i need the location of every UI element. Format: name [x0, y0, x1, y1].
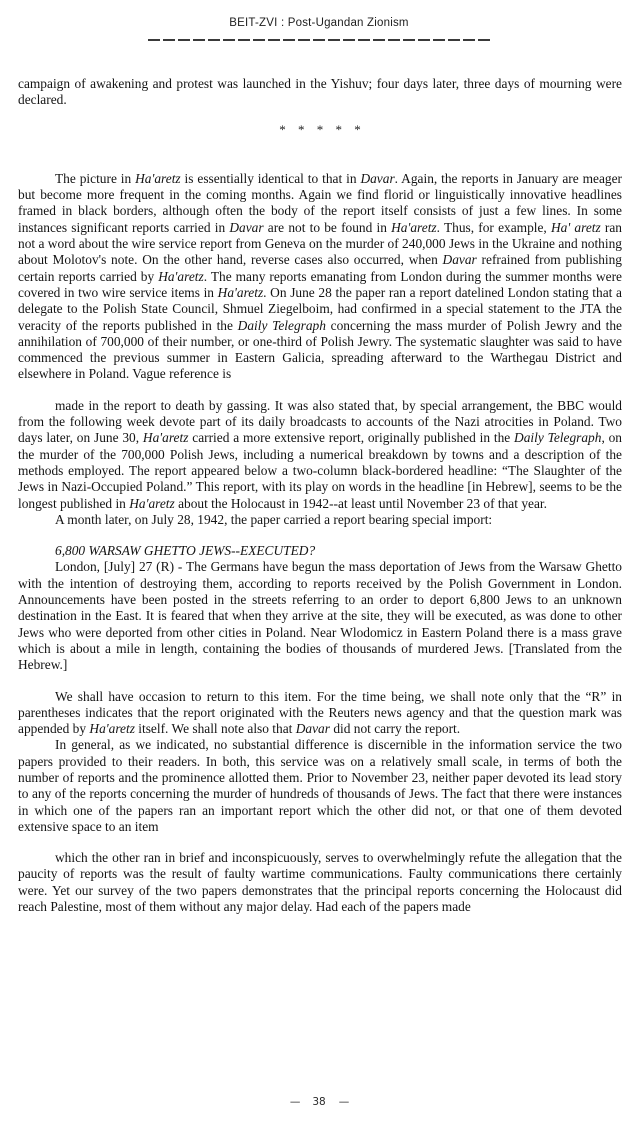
page-header-title: BEIT-ZVI : Post-Ugandan Zionism	[229, 17, 409, 29]
italic-text-run: Ha'aretz	[142, 430, 189, 446]
footer-left-dash: —	[289, 1096, 300, 1108]
footer-right-dash: —	[338, 1096, 349, 1108]
italic-text-run: Ha'aretz	[129, 495, 175, 511]
text-run: A month later, on July 28, 1942, the paper carried a report bearing special import:	[55, 511, 493, 527]
header-rule-divider	[148, 39, 493, 41]
text-run: made in the report to death by gassing. It was also stated that, by special arrangement, the BBC would from the following week devote part of its daily broadcasts to accounts of the Nazi atrocities in Poland. Two days later, on June 30,	[18, 397, 622, 446]
text-run: about the Holocaust in 1942--at least until November 23 of that year.	[174, 495, 547, 511]
italic-text-run: Davar	[295, 721, 330, 737]
paragraph	[18, 559, 622, 673]
italic-text-run: Ha' aretz	[550, 219, 601, 235]
text-run: campaign of awakening and protest was launched in the Yishuv; four days later, three days of mourning were declared.	[18, 76, 622, 108]
text-run: London, [July] 27 (R) - The Germans have begun the mass deportation of Jews from the Warsaw Ghetto with the intention of destroying them, according to reports received by the Polish Government in London. Announcements have been posted in the streets referring to an order to deport 6,800 Jews to an unknown destination in the East. It is feared that when they arrive at the site, they will be executed, as was done to other Jews who were deported from other cities in Poland. Near Wlodomicz in Eastern Poland there is a mass grave which is about a mile in length, containing the bodies of thousands of murdered Jews. [Translated from the Hebrew.]	[18, 559, 622, 673]
text-run: In general, as we indicated, no substantial difference is discernible in the information service the two papers provided to their readers. In both, this service was on a relatively small scale, in terms of both the number of reports and the prominence allotted them. Prior to November 23, neither paper devoted its lead story to any of the reports concerning the murder of hundreds of thousands of Jews. The fact that there were instances in which one of the papers ran an important report which the other did not, or that one of them devoted extensive space to an item	[18, 737, 622, 834]
text-run: carried a more extensive report, originally published in the	[188, 430, 515, 446]
text-run: ran not a word about the wire service report from Geneva on the murder of 240,000 Jews in the Ukraine and nothing about Molotov's note. On the other hand, reverse cases also occurred, when	[18, 219, 622, 268]
text-run: is essentially identical to that in	[180, 170, 361, 186]
italic-text-run: Ha'aretz	[89, 721, 135, 737]
italic-text-run: Davar	[229, 219, 264, 235]
paragraph	[18, 850, 622, 915]
text-run: , on the murder of the 700,000 Polish Jews, including a numerical breakdown by towns and a description of the methods employed. The report appeared below a two-column black-bordered headline: “The Slaughter of the Jews in Nazi-Occupied Poland.” This report, with its play on words in the headline [in Hebrew], seems to be the longest published in	[18, 430, 622, 511]
text-run: which the other ran in brief and inconspicuously, serves to overwhelmingly refute the allegation that the paucity of reports was the result of faulty wartime communications. Faulty communications there certainly were. Yet our survey of the two papers demonstrates that the principal reports concerning the Holocaust did reach Palestine, most of them without any major delay. Had each of the papers made	[18, 850, 622, 915]
italic-text-run: Ha'aretz	[135, 170, 181, 186]
text-run: concerning the mass murder of Polish Jewry and the annihilation of 700,000 of their number, or one-third of Polish Jewry. The systematic slaughter was said to have commenced the previous summer in Eastern Galicia, spreading afterward to the Warthegau District and elsewhere in Poland. Vague reference is	[18, 317, 622, 382]
page-number: 38	[312, 1096, 326, 1108]
page-body	[18, 76, 622, 915]
italic-text-run: Ha'aretz	[217, 284, 264, 300]
paragraph	[18, 689, 622, 738]
paragraph	[18, 737, 622, 835]
paragraph	[18, 171, 622, 383]
section-separator	[18, 122, 622, 138]
italic-text-run: Ha'aretz	[158, 268, 204, 284]
page-footer	[0, 1096, 638, 1108]
italic-text-run: Davar	[360, 170, 395, 186]
text-run: refrained from publishing certain reports carried by	[18, 252, 622, 284]
italic-text-run: Ha'aretz	[391, 219, 437, 235]
text-run: itself. We shall note also that	[134, 721, 296, 737]
paragraph	[18, 512, 622, 528]
text-run: We shall have occasion to return to this item. For the time being, we shall note only that the “R” in parentheses indicates that the report originated with the Reuters news agency and that the question mark was appended by	[18, 688, 622, 737]
text-run: . The many reports emanating from London during the summer months were covered in two wire service items in	[18, 268, 622, 300]
italic-text-run: 6,800 WARSAW GHETTO JEWS--EXECUTED?	[55, 543, 316, 559]
italic-text-run: Daily Telegraph	[514, 430, 602, 446]
text-run: . Again, the reports in January are meager but become more frequent in the coming months. Again we find florid or linguistically innovative headlines framed in black borders, although often the body of the report itself consists of just a few lines. In some instances significant reports carried in	[18, 170, 622, 235]
paragraph	[18, 398, 622, 512]
text-run: The picture in	[55, 170, 136, 186]
text-run: did not carry the report.	[329, 721, 461, 737]
text-run: are not to be found in	[263, 219, 392, 235]
paragraph	[18, 76, 622, 109]
italic-text-run: Daily Telegraph	[237, 317, 326, 333]
text-run: . On June 28 the paper ran a report datelined London stating that a delegate to the Polish State Council, Shmuel Ziegelboim, had confirmed in a special statement to the JTA the veracity of the reports published in the	[18, 284, 622, 333]
text-run: * * * * *	[279, 121, 361, 137]
italic-text-run: Davar	[442, 252, 477, 268]
quote-heading	[18, 543, 622, 559]
text-run: . Thus, for example,	[436, 219, 551, 235]
